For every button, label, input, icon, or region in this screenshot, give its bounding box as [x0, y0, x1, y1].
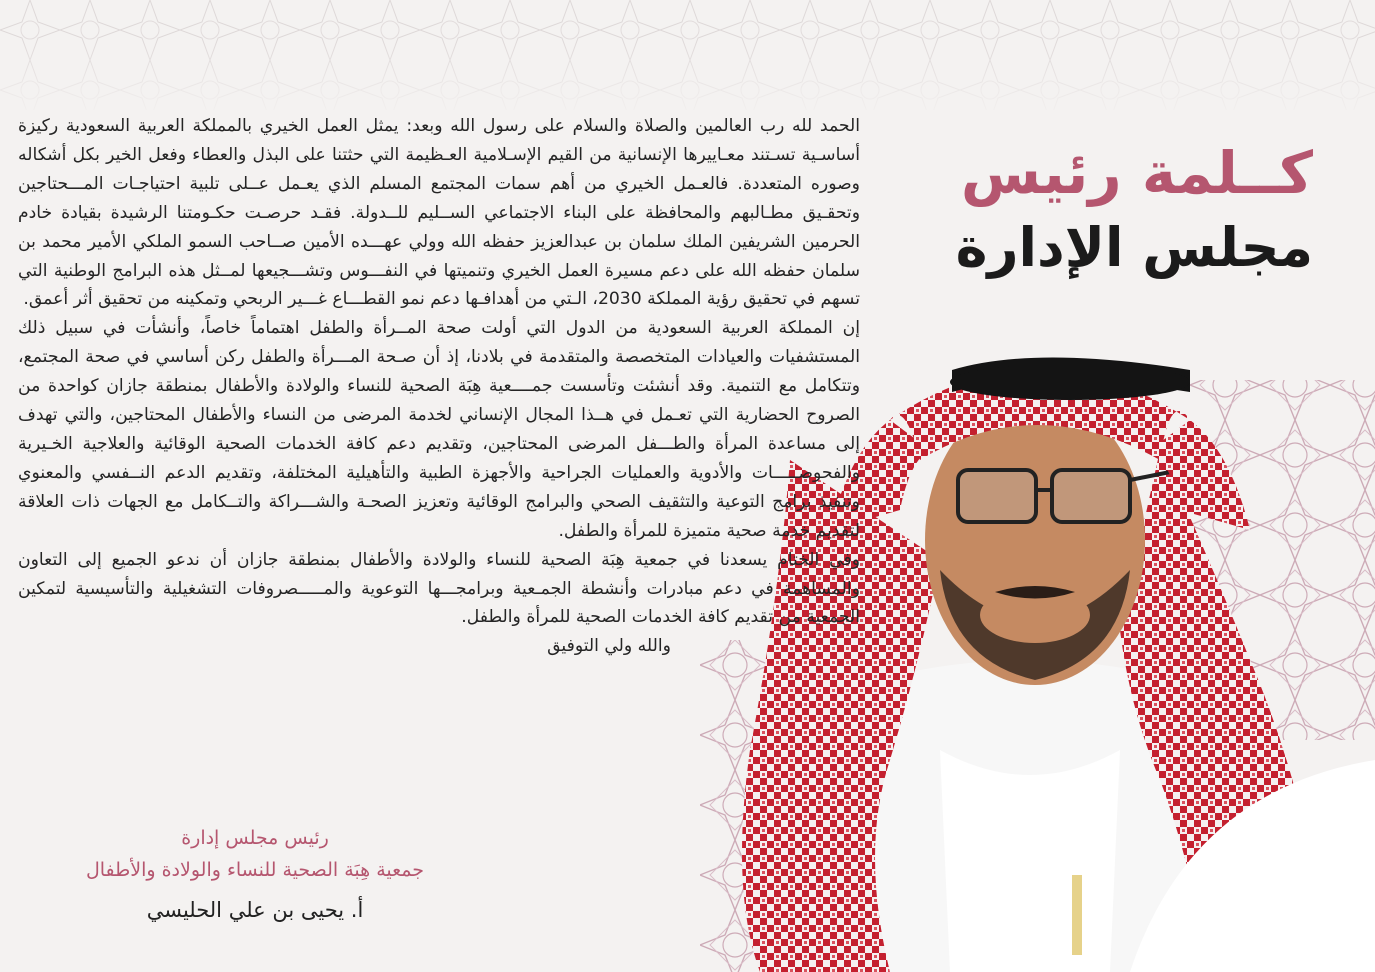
message-body — [18, 112, 860, 661]
signature-title: رئيس مجلس إدارة — [181, 827, 329, 849]
signature-block — [20, 822, 490, 922]
paragraph: وفي الختام يسعدنا في جمعية هِبَة الصحية للنساء والولادة والأطفال بمنطقة جازان أن ندعو الجميع إلى التعاون والمساهمة في دعم مبادرات وأنشطة الجمـعية وبرامجـــها التوعوية والمـــــصروفات التشغيلية والتأسيسية لتمكين الجمعية من تقديم كافة الخدمات الصحية للمرأة والطفل. — [18, 549, 860, 628]
paragraph: إن المملكة العربية السعودية من الدول التي أولت صحة المــرأة والطفل اهتماماً خاصاً، وأنشأت في سبيل ذلك المستشفيات والعيادات المتخصصة والمتقدمة في بلادنا، إذ أن صـحة المـــرأة والطفل ركن أساسي في صحة المجتمع، وتتكامل مع التنمية. وقد أنشئت وتأسست جمــــعية هِبَة الصحية للنساء والولادة والأطفال بمنطقة جازان كواحدة من الصروح الحضارية التي تعـمل في هــذا المجال الإنساني لخدمة المرضى من النساء والأطفال المحتاجين، والتي تهدف إلى مساعدة المرأة والطـــفل المرضى المحتاجين، وتقديم دعم كافة الخدمات الصحية الوقائية والعلاجية الخـيرية والفحوصـــــات والأدوية والعمليات الجراحية والأجهزة الطبية والتأهيلية المختلفة، وتقديم الدعم النــفسي والمعنوي وتنفيذ برامج التوعية والتثقيف الصحي والبرامج الوقائية وتعزيز الصحـة والشـــراكة والتــكامل مع الجهات ذات العلاقة لتقديم خدمة صحية متميزة للمرأة والطفل. — [18, 318, 860, 541]
closing-line: والله ولي التوفيق — [547, 636, 671, 657]
heading-title-line1: كــلمة رئيس — [960, 139, 1313, 207]
signature-name: أ. يحيى بن علي الحليسي — [146, 898, 364, 922]
signature-organization: جمعية هِبَة الصحية للنساء والولادة والأطفال — [85, 859, 425, 881]
heading-title-line2: مجلس الإدارة — [955, 215, 1313, 279]
page-heading — [893, 140, 1313, 279]
paragraph: الحمد لله رب العالمين والصلاة والسلام على رسول الله وبعد: يمثل العمل الخيري بالمملكة العربية السعودية ركيزة أساسـية تسـتند معـاييرها الإنسانية من القيم الإسـلامية العـظيمة التي حثتنا على البذل والعطاء وفعل الخير بكل أشكاله وصوره المتعددة. فالعـمل الخيري من أهم سمات المجتمع المسلم الذي يعـمل عــلى تلبية احتياجـات المـــحتاجين وتحقـيق مطـالبهم والمحافظة على البناء الاجتماعي الســليم للــدولة. فقـد حرصـت حكـومتنا الرشيدة بقيادة خادم الحرمين الشريفين الملك سلمان بن عبدالعزيز حفظه الله وولي عهـــده الأمين صــاحب السمو الملكي الأمير محمد بن سلمان حفظه الله على دعم مسيرة العمل الخيري وتنميتها في النفـــوس وتشـــجيعها لمــثل هذه البرامج الوطنية التي تسهم في تحقيق رؤية المملكة 2030، الـتي من أهدافـها دعم نمو القطـــاع غـــير الربحي وتمكينه من تحقيق أثر أعمق. — [18, 116, 860, 310]
